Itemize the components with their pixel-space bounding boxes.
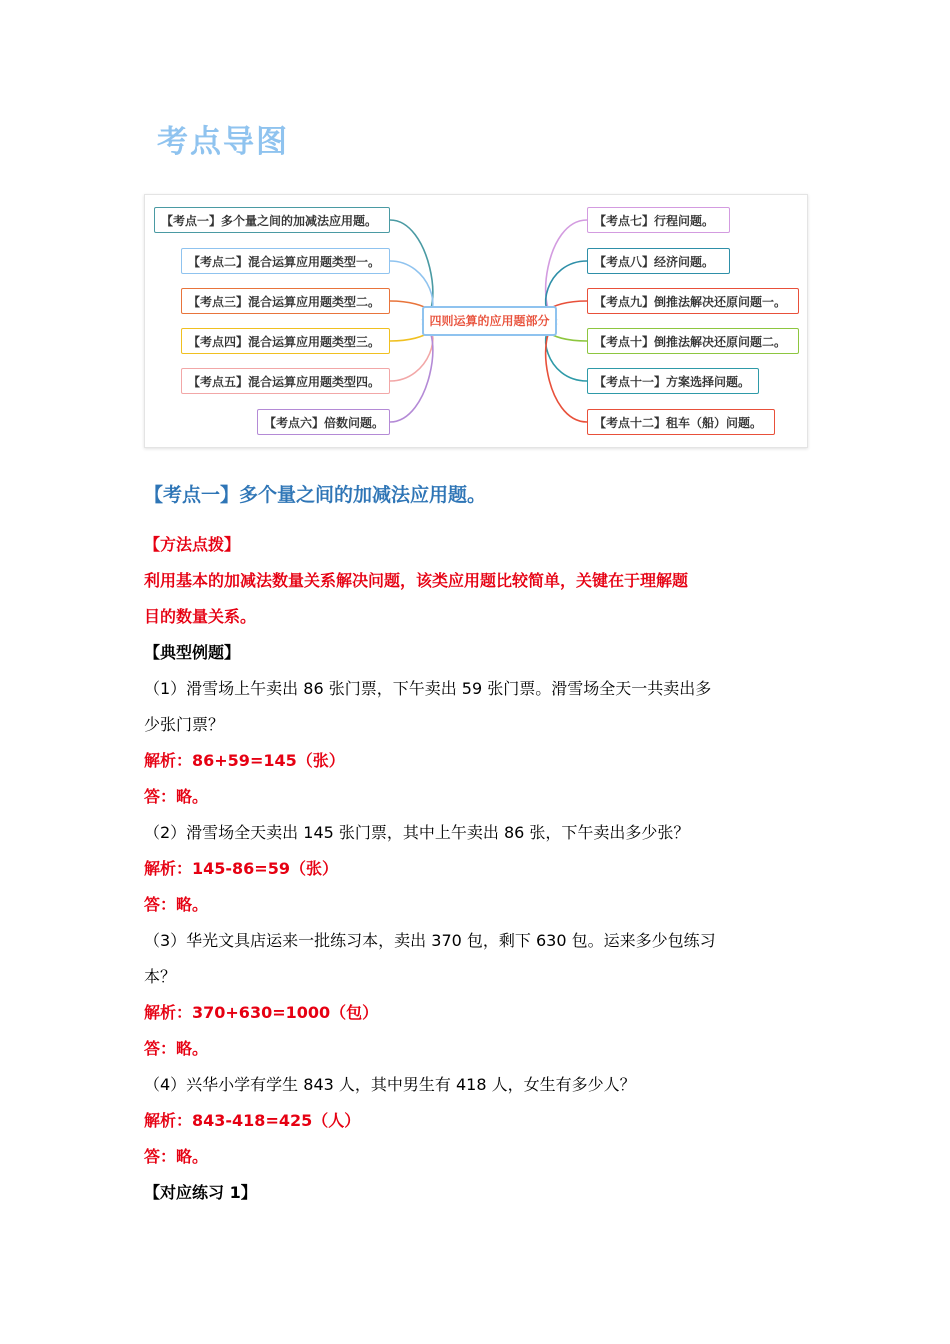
mind-map-node-right-5: 【考点十一】方案选择问题。	[587, 368, 759, 394]
mind-map-node-right-6: 【考点十二】租车（船）问题。	[587, 409, 775, 435]
analysis-2: 解析：145-86=59（张）	[144, 859, 338, 878]
analysis-1: 解析：86+59=145（张）	[144, 751, 345, 770]
question-3-line-1: （3）华光文具店运来一批练习本，卖出 370 包，剩下 630 包。运来多少包练习	[144, 931, 716, 950]
mind-map-node-left-1: 【考点一】多个量之间的加减法应用题。	[154, 207, 390, 233]
connector-left-1	[390, 220, 433, 320]
mind-map-center: 四则运算的应用题部分	[422, 306, 557, 336]
mind-map-node-left-3: 【考点三】混合运算应用题类型二。	[181, 288, 390, 314]
analysis-3: 解析：370+630=1000（包）	[144, 1003, 379, 1022]
connector-right-1	[546, 220, 587, 320]
mind-map-node-right-3: 【考点九】倒推法解决还原问题一。	[587, 288, 799, 314]
question-4: （4）兴华小学有学生 843 人，其中男生有 418 人，女生有多少人？	[144, 1075, 636, 1094]
mind-map-node-left-5: 【考点五】混合运算应用题类型四。	[181, 368, 390, 394]
method-text-line-1: 利用基本的加减法数量关系解决问题，该类应用题比较简单，关键在于理解题	[144, 571, 689, 590]
answer-2: 答：略。	[144, 895, 209, 914]
method-text-line-2: 目的数量关系。	[144, 607, 257, 626]
mind-map-node-right-2: 【考点八】经济问题。	[587, 248, 730, 274]
example-heading: 【典型例题】	[144, 643, 241, 662]
analysis-4: 解析：843-418=425（人）	[144, 1111, 361, 1130]
answer-3: 答：略。	[144, 1039, 209, 1058]
mind-map-node-right-1: 【考点七】行程问题。	[587, 207, 730, 233]
mind-map	[144, 194, 808, 448]
practice-heading: 【对应练习 1】	[144, 1183, 257, 1202]
mind-map-node-left-2: 【考点二】混合运算应用题类型一。	[181, 248, 390, 274]
question-3-line-2: 本？	[144, 967, 177, 986]
mind-map-node-left-4: 【考点四】混合运算应用题类型三。	[181, 328, 390, 354]
answer-1: 答：略。	[144, 787, 209, 806]
answer-4: 答：略。	[144, 1147, 209, 1166]
question-1-line-1: （1）滑雪场上午卖出 86 张门票，下午卖出 59 张门票。滑雪场全天一共卖出多	[144, 679, 712, 698]
method-heading: 【方法点拨】	[144, 535, 241, 554]
page-title: 考点导图	[157, 124, 289, 160]
question-2: （2）滑雪场全天卖出 145 张门票，其中上午卖出 86 张，下午卖出多少张？	[144, 823, 690, 842]
section-heading: 【考点一】多个量之间的加减法应用题。	[144, 484, 487, 506]
question-1-line-2: 少张门票？	[144, 715, 225, 734]
mind-map-node-left-6: 【考点六】倍数问题。	[257, 409, 390, 435]
mind-map-node-right-4: 【考点十】倒推法解决还原问题二。	[587, 328, 799, 354]
